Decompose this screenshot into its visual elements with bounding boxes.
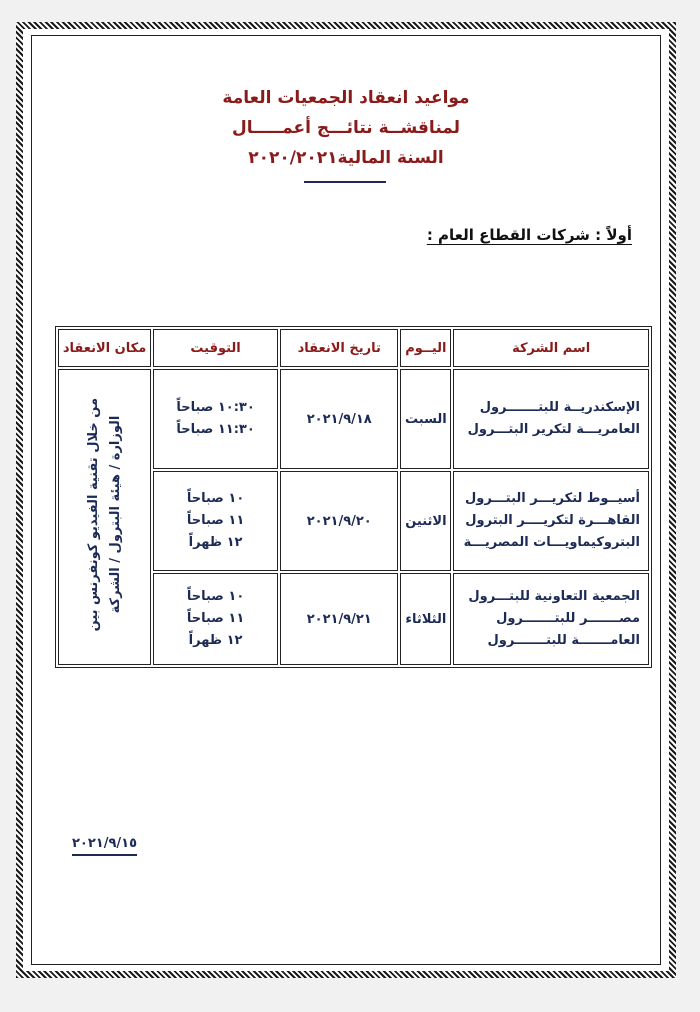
title-line-2: لمناقشــة نتائـــج أعمـــــال [231, 118, 461, 138]
company-cell [453, 471, 649, 571]
table-row [58, 369, 649, 469]
day-cell: السبت [400, 369, 451, 469]
time-cell [153, 369, 278, 469]
section-heading: أولاً : شركات القطاع العام : [426, 226, 632, 244]
time-value: ١٠:٣٠ صباحاً [176, 400, 255, 415]
time-value: ١١ صباحاً [186, 513, 245, 528]
time-value: ١٠ صباحاً [186, 491, 245, 506]
header-company: اسم الشركة [453, 329, 649, 367]
company-cell [453, 573, 649, 665]
company-cell [453, 369, 649, 469]
place-line-2: الوزارة / هيئة البترول / الشركة [107, 416, 123, 614]
time-value: ١٠ صباحاً [186, 589, 245, 604]
footer-date: ٢٠٢١/٩/١٥ [72, 836, 137, 856]
company-name: العامريـــة لتكرير البتـــرول [467, 422, 640, 437]
table-header-row [58, 329, 649, 367]
time-value: ١٢ ظهراً [188, 535, 243, 550]
inner-frame [31, 35, 661, 965]
schedule-table [55, 326, 652, 668]
company-name: أسيــوط لتكريـــر البتـــرول [465, 491, 640, 506]
document-page [16, 22, 676, 978]
place-line-1: من خلال تقنية الفيديو كونفرنس بين [85, 398, 101, 632]
title-underline [304, 181, 386, 183]
place-cell [58, 369, 151, 665]
day-cell: الاثنين [400, 471, 451, 571]
company-name: القاهـــرة لتكريــــر البترول [465, 513, 640, 528]
time-cell [153, 573, 278, 665]
date-cell: ٢٠٢١/٩/٢٠ [280, 471, 399, 571]
header-date: تاريخ الانعقاد [280, 329, 399, 367]
company-name: البتروكيماويـــات المصريـــة [463, 535, 640, 550]
time-value: ١١:٣٠ صباحاً [176, 422, 255, 437]
place-text [83, 398, 127, 631]
company-name: مصـــــــر للبتـــــــرول [496, 611, 640, 626]
date-cell: ٢٠٢١/٩/٢١ [280, 573, 399, 665]
day-cell: الثلاثاء [400, 573, 451, 665]
header-day: اليــوم [400, 329, 451, 367]
header-time: التوقيت [153, 329, 278, 367]
date-cell: ٢٠٢١/٩/١٨ [280, 369, 399, 469]
time-value: ١١ صباحاً [186, 611, 245, 626]
title-line-3: السنة المالية٢٠٢٠/٢٠٢١ [248, 148, 444, 168]
title-line-1: مواعيد انعقاد الجمعيات العامة [222, 88, 470, 108]
company-name: الجمعية التعاونية للبتـــرول [468, 589, 640, 604]
header-place: مكان الانعقاد [58, 329, 151, 367]
company-name: العامـــــــة للبتـــــــرول [487, 633, 640, 648]
time-value: ١٢ ظهراً [188, 633, 243, 648]
time-cell [153, 471, 278, 571]
company-name: الإسكندريــة للبتـــــــرول [479, 400, 640, 415]
